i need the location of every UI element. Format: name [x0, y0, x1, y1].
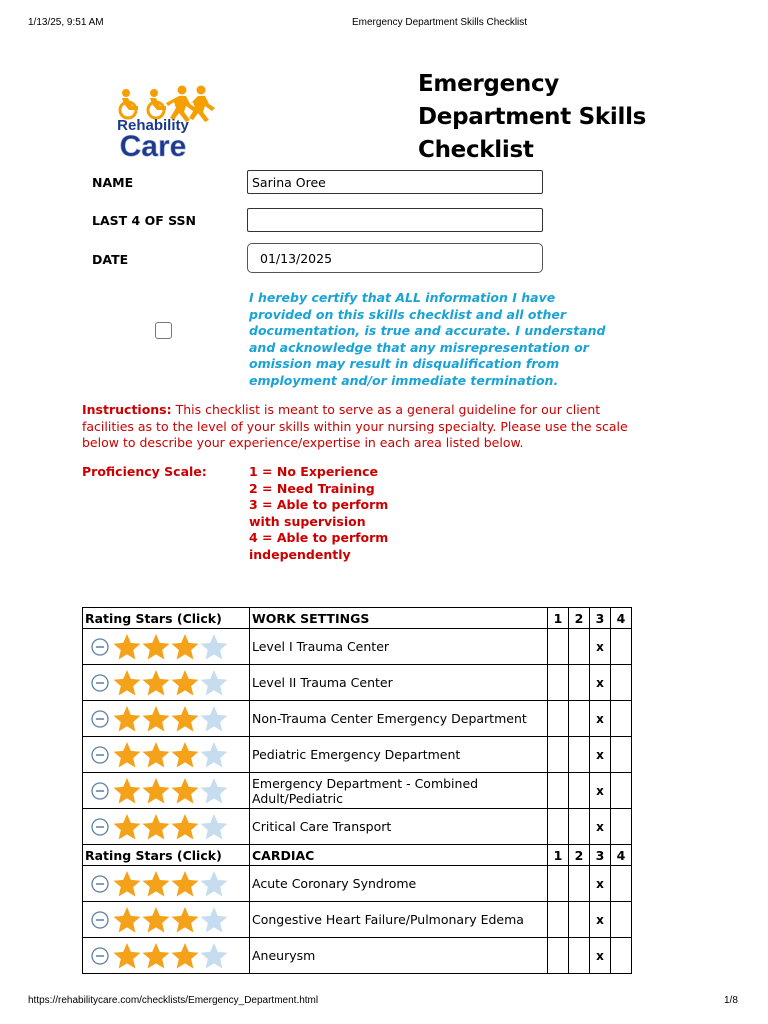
star-empty-icon[interactable]	[199, 632, 229, 662]
scale-cell-2[interactable]	[569, 866, 590, 902]
skill-row	[83, 902, 632, 938]
print-url: https://rehabilitycare.com/checklists/Emergency_Department.html	[28, 995, 319, 1006]
star-rating[interactable]	[83, 665, 249, 700]
scale-cell-4[interactable]	[611, 665, 632, 701]
scale-cell-2[interactable]	[569, 665, 590, 701]
scale-cell-3[interactable]: x	[590, 773, 611, 809]
rehability-care-logo	[80, 48, 220, 166]
scale-cell-4[interactable]	[611, 938, 632, 974]
star-rating[interactable]	[83, 773, 249, 808]
proficiency-level: 2 = Need Training	[249, 480, 375, 496]
clear-rating-icon[interactable]	[91, 875, 109, 893]
star-filled-icon[interactable]	[141, 941, 171, 971]
instructions	[82, 402, 642, 452]
section-header-row	[83, 845, 632, 866]
skill-label: Pediatric Emergency Department	[250, 737, 548, 773]
star-filled-icon[interactable]	[112, 905, 142, 935]
star-filled-icon[interactable]	[112, 668, 142, 698]
scale-cell-2[interactable]	[569, 809, 590, 845]
scale-cell-4[interactable]	[611, 701, 632, 737]
clear-rating-icon[interactable]	[91, 710, 109, 728]
rating-stars-cell	[83, 665, 250, 701]
star-filled-icon[interactable]	[141, 704, 171, 734]
star-rating[interactable]	[83, 809, 249, 844]
date-field[interactable]: 01/13/2025	[247, 243, 543, 273]
scale-cell-2[interactable]	[569, 938, 590, 974]
star-filled-icon[interactable]	[141, 812, 171, 842]
scale-header-1: 1	[548, 608, 569, 629]
skill-label: Level I Trauma Center	[250, 629, 548, 665]
star-empty-icon[interactable]	[199, 905, 229, 935]
star-filled-icon[interactable]	[141, 905, 171, 935]
skills-table	[82, 607, 632, 974]
star-filled-icon[interactable]	[112, 776, 142, 806]
skill-label: Emergency Department - Combined Adult/Pediatric	[250, 773, 548, 809]
star-filled-icon[interactable]	[112, 704, 142, 734]
skill-row	[83, 701, 632, 737]
star-filled-icon[interactable]	[170, 776, 200, 806]
star-filled-icon[interactable]	[170, 941, 200, 971]
scale-cell-3[interactable]: x	[590, 629, 611, 665]
star-filled-icon[interactable]	[170, 740, 200, 770]
rating-stars-cell	[83, 866, 250, 902]
proficiency-level: 4 = Able to perform independently	[249, 530, 389, 562]
star-empty-icon[interactable]	[199, 776, 229, 806]
clear-rating-icon[interactable]	[91, 782, 109, 800]
logo-text-line2: Care	[119, 130, 187, 163]
scale-cell-4[interactable]	[611, 737, 632, 773]
scale-cell-4[interactable]	[611, 866, 632, 902]
star-rating[interactable]	[83, 866, 249, 901]
clear-rating-icon[interactable]	[91, 947, 109, 965]
scale-cell-1[interactable]	[548, 629, 569, 665]
scale-cell-4[interactable]	[611, 809, 632, 845]
page-title: Emergency Department Skills Checklist	[418, 71, 647, 163]
skill-label: Aneurysm	[250, 938, 548, 974]
section-title: WORK SETTINGS	[250, 608, 548, 629]
star-rating[interactable]	[83, 737, 249, 772]
scale-header-4: 4	[611, 845, 632, 866]
star-empty-icon[interactable]	[199, 941, 229, 971]
certify-checkbox[interactable]	[155, 322, 172, 339]
star-empty-icon[interactable]	[199, 812, 229, 842]
clear-rating-icon[interactable]	[91, 674, 109, 692]
skill-row	[83, 773, 632, 809]
scale-cell-1[interactable]	[548, 665, 569, 701]
scale-cell-2[interactable]	[569, 629, 590, 665]
rating-stars-cell	[83, 737, 250, 773]
scale-header-1: 1	[548, 845, 569, 866]
scale-cell-1[interactable]	[548, 866, 569, 902]
rating-stars-cell	[83, 701, 250, 737]
skill-row	[83, 866, 632, 902]
scale-cell-2[interactable]	[569, 701, 590, 737]
scale-cell-4[interactable]	[611, 629, 632, 665]
scale-cell-3[interactable]: x	[590, 866, 611, 902]
star-filled-icon[interactable]	[141, 668, 171, 698]
scale-cell-1[interactable]	[548, 773, 569, 809]
instructions-text: This checklist is meant to serve as a general guideline for our client facilities as to the level of your skills within your nursing specialty. Please use the scale below to describe your experience/expertise in each area listed below.	[82, 402, 628, 450]
skill-row	[83, 938, 632, 974]
star-filled-icon[interactable]	[170, 905, 200, 935]
clear-rating-icon[interactable]	[91, 911, 109, 929]
skill-label: Acute Coronary Syndrome	[250, 866, 548, 902]
star-rating[interactable]	[83, 938, 249, 973]
name-field[interactable]: Sarina Oree	[247, 170, 543, 194]
scale-cell-1[interactable]	[548, 809, 569, 845]
section-header-row	[83, 608, 632, 629]
star-rating[interactable]	[83, 629, 249, 664]
star-filled-icon[interactable]	[170, 668, 200, 698]
star-filled-icon[interactable]	[170, 812, 200, 842]
logo-text-line1: Rehability	[117, 117, 189, 134]
rating-stars-cell	[83, 773, 250, 809]
print-page-title: Emergency Department Skills Checklist	[352, 17, 528, 28]
star-filled-icon[interactable]	[170, 632, 200, 662]
scale-header-2: 2	[569, 608, 590, 629]
name-label: NAME	[92, 175, 134, 190]
print-datetime: 1/13/25, 9:51 AM	[28, 17, 104, 28]
scale-header-4: 4	[611, 608, 632, 629]
star-filled-icon[interactable]	[112, 632, 142, 662]
star-rating[interactable]	[83, 902, 249, 937]
skill-label: Level II Trauma Center	[250, 665, 548, 701]
rating-stars-cell	[83, 809, 250, 845]
clear-rating-icon[interactable]	[91, 638, 109, 656]
star-empty-icon[interactable]	[199, 869, 229, 899]
rating-stars-cell	[83, 629, 250, 665]
ssn-label: LAST 4 OF SSN	[92, 213, 196, 228]
star-filled-icon[interactable]	[112, 740, 142, 770]
skill-row	[83, 809, 632, 845]
star-empty-icon[interactable]	[199, 668, 229, 698]
scale-cell-1[interactable]	[548, 701, 569, 737]
ssn-field[interactable]	[247, 208, 543, 232]
scale-header-2: 2	[569, 845, 590, 866]
skill-row	[83, 629, 632, 665]
scale-cell-1[interactable]	[548, 938, 569, 974]
star-empty-icon[interactable]	[199, 740, 229, 770]
rating-stars-cell	[83, 938, 250, 974]
star-filled-icon[interactable]	[141, 740, 171, 770]
rating-stars-cell	[83, 902, 250, 938]
certification-text: I hereby certify that ALL information I have provided on this skills checklist and all other documentation, is true and accurate. I understand and acknowledge that any misrepresentation or omission may result in disqualification from employment and/or immediate termination.	[249, 290, 606, 388]
scale-cell-3[interactable]: x	[590, 737, 611, 773]
star-filled-icon[interactable]	[141, 869, 171, 899]
rating-stars-header: Rating Stars (Click)	[83, 845, 250, 866]
scale-cell-3[interactable]: x	[590, 938, 611, 974]
star-rating[interactable]	[83, 701, 249, 736]
star-filled-icon[interactable]	[141, 632, 171, 662]
star-filled-icon[interactable]	[112, 941, 142, 971]
star-filled-icon[interactable]	[112, 812, 142, 842]
scale-cell-3[interactable]: x	[590, 809, 611, 845]
scale-cell-2[interactable]	[569, 902, 590, 938]
scale-cell-4[interactable]	[611, 773, 632, 809]
skill-label: Non-Trauma Center Emergency Department	[250, 701, 548, 737]
skill-row	[83, 737, 632, 773]
scale-cell-3[interactable]: x	[590, 902, 611, 938]
date-label: DATE	[92, 252, 129, 267]
skill-label: Critical Care Transport	[250, 809, 548, 845]
scale-cell-1[interactable]	[548, 902, 569, 938]
clear-rating-icon[interactable]	[91, 746, 109, 764]
proficiency-scale	[249, 464, 419, 563]
rating-stars-header: Rating Stars (Click)	[83, 608, 250, 629]
proficiency-level: 3 = Able to perform with supervision	[249, 497, 389, 529]
clear-rating-icon[interactable]	[91, 818, 109, 836]
star-filled-icon[interactable]	[112, 869, 142, 899]
proficiency-level: 1 = No Experience	[249, 464, 379, 479]
scale-cell-3[interactable]: x	[590, 701, 611, 737]
scale-cell-2[interactable]	[569, 737, 590, 773]
star-filled-icon[interactable]	[141, 776, 171, 806]
scale-cell-4[interactable]	[611, 902, 632, 938]
scale-cell-3[interactable]: x	[590, 665, 611, 701]
print-page-count: 1/8	[724, 995, 738, 1006]
star-filled-icon[interactable]	[170, 704, 200, 734]
scale-header-3: 3	[590, 845, 611, 866]
scale-cell-1[interactable]	[548, 737, 569, 773]
skill-row	[83, 665, 632, 701]
star-filled-icon[interactable]	[170, 869, 200, 899]
wheelchair-runner-icon	[80, 48, 220, 166]
instructions-label: Instructions:	[82, 402, 172, 417]
scale-cell-2[interactable]	[569, 773, 590, 809]
skill-label: Congestive Heart Failure/Pulmonary Edema	[250, 902, 548, 938]
proficiency-label: Proficiency Scale:	[82, 464, 207, 479]
star-empty-icon[interactable]	[199, 704, 229, 734]
section-title: CARDIAC	[250, 845, 548, 866]
scale-header-3: 3	[590, 608, 611, 629]
